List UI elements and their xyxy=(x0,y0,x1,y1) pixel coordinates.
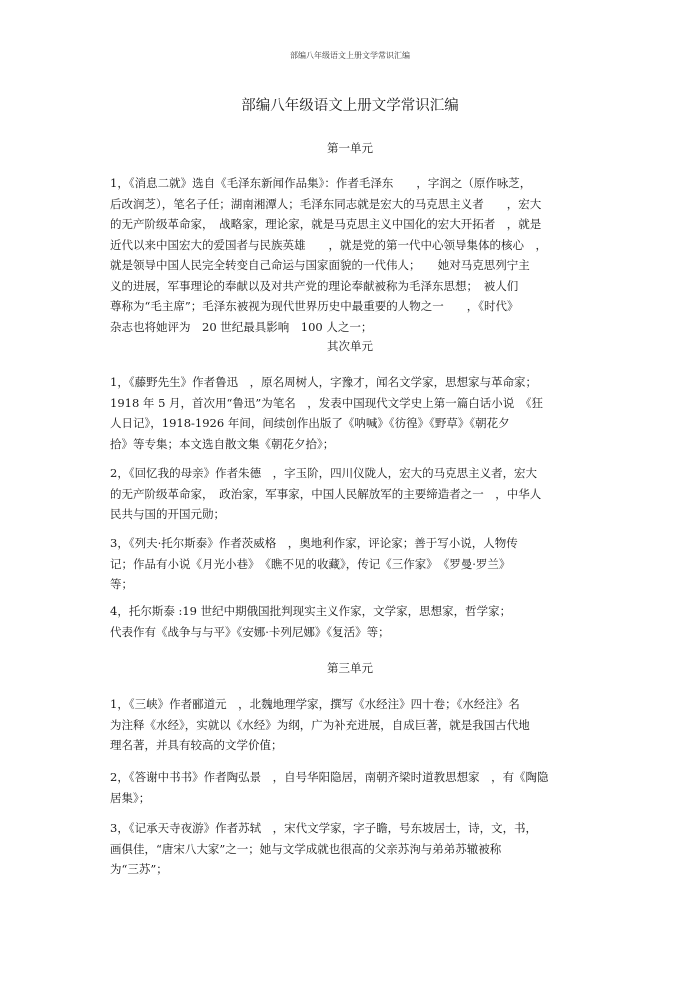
document-title: 部编八年级语文上册文学常识汇编 xyxy=(241,98,459,114)
paragraph-line: 尊称为“毛主席”；毛泽东被视为现代世界历史中最重要的人物之一 ，《时代》 xyxy=(110,299,519,313)
paragraph-line: 人日记》，1918-1926 年间，间续创作出版了《呐喊》《彷徨》《野草》《朝花夕 xyxy=(110,416,510,430)
paragraph-line: 1，《三峡》作者郦道元 ，北魏地理学家，撰写《水经注》四十卷；《水经注》名 xyxy=(110,697,520,711)
paragraph xyxy=(110,372,594,454)
paragraph-line: 后改润芝），笔名子任；湖南湘潭人；毛泽东同志就是宏大的马克思主义者 ，宏大 xyxy=(110,196,542,211)
paragraph-line: 的无产阶级革命家， 政治家，军事家，中国人民解放军的主要缔造者之一 ，中华人 xyxy=(110,486,542,501)
paragraph-line: 拾》等专集；本文选自散文集《朝花夕拾》； xyxy=(110,436,335,451)
paragraph-line: 1，《藤野先生》作者鲁迅 ，原名周树人，字豫才，闻名文学家，思想家与革命家； xyxy=(110,375,538,389)
paragraph-line: 1918 年 5 月，首次用“鲁迅”为笔名 ，发表中国现代文学史上第一篇白话小说 《狂 xyxy=(110,395,544,410)
paragraph-line: 1，《消息二就》选自《毛泽东新闻作品集》：作者毛泽东 ，字润之（原作咏芝， xyxy=(110,176,532,190)
paragraph-line: 杂志也将她评为 20 世纪最具影响 100 人之一； xyxy=(110,319,373,334)
paragraph xyxy=(110,463,594,525)
paragraph-line: 理名著，并具有较高的文学价值； xyxy=(110,738,283,752)
paragraph-line: 3，《列夫·托尔斯泰》作者茨威格 ，奥地利作家，评论家；善于写小说，人物传 xyxy=(110,536,518,550)
paragraph-line: 2，《答谢中书书》作者陶弘景 ，自号华阳隐居，南朝齐梁时道教思想家 ，有《陶隐 xyxy=(110,770,549,784)
paragraph-line: 画俱佳，“唐宋八大家”之一；她与文学成就也很高的父亲苏洵与弟弟苏辙被称 xyxy=(110,841,502,856)
paragraph-line: 义的进展，军事理论的奉献以及对共产党的理论奉献被称为毛泽东思想； 被人们 xyxy=(110,278,519,293)
paragraph-line: 近代以来中国宏大的爱国者与民族英雄 ，就是党的第一代中心领导集体的核心 ， xyxy=(110,237,547,252)
paragraph xyxy=(110,601,594,642)
paragraph xyxy=(110,818,594,880)
unit-heading-3: 第三单元 xyxy=(327,661,373,675)
paragraph-line: 3，《记承天寺夜游》作者苏轼 ，宋代文学家，字子瞻，号东坡居士，诗，文，书， xyxy=(110,821,538,835)
unit-heading-1: 第一单元 xyxy=(327,141,373,155)
paragraph-line: 等； xyxy=(110,577,133,591)
paragraph-line: 记；作品有小说《月光小巷》 《瞧不见的收藏》，传记《三作家》 《罗曼·罗兰》 xyxy=(110,556,511,571)
paragraph-line: 就是领导中国人民完全转变自己命运与国家面貌的一代伟人； 她对马克思列宁主 xyxy=(110,258,530,272)
paragraph xyxy=(110,767,594,808)
paragraph-line: 2，《回忆我的母亲》作者朱德 ，字玉阶，四川仪陇人，宏大的马克思主义者，宏大 xyxy=(110,466,538,480)
paragraph-line: 的无产阶级革命家， 战略家，理论家，就是马克思主义中国化的宏大开拓者 ，就是 xyxy=(110,217,542,231)
paragraph-line: 为注释《水经》，实就以《水经》为纲，广为补充进展，自成巨著，就是我国古代地 xyxy=(110,717,530,732)
page-header: 部编八年级语文上册文学常识汇编 xyxy=(290,51,410,60)
paragraph xyxy=(110,533,594,595)
paragraph xyxy=(110,173,594,337)
paragraph-line: 民共与国的开国元勋； xyxy=(110,507,225,521)
paragraph-line: 代表作有《战争与与平》《安娜·卡列尼娜》《复活》等； xyxy=(110,624,390,639)
paragraph-line: 4，托尔斯泰 :19 世纪中期俄国批判现实主义作家，文学家，思想家，哲学家； xyxy=(110,604,512,618)
unit-heading-2: 其次单元 xyxy=(327,339,373,353)
paragraph-line: 居集》； xyxy=(110,790,151,805)
paragraph-line: 为“三苏”； xyxy=(110,862,168,876)
paragraph xyxy=(110,694,594,756)
